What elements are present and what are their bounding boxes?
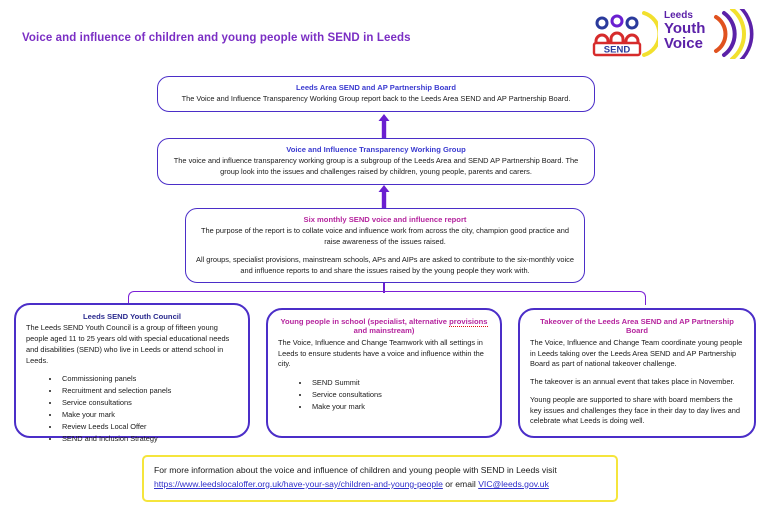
list-item: • Commissioning panels bbox=[60, 373, 238, 385]
arrow-up-icon bbox=[378, 185, 390, 209]
lyv-line-youth: Youth bbox=[664, 20, 706, 37]
lyv-line-leeds: Leeds bbox=[664, 10, 693, 21]
list-item: • SEND and Inclusion Strategy bbox=[60, 433, 238, 445]
node-six-monthly-report-body-1: The purpose of the report is to collate voice and influence work from across the city, champion good practice and raise awareness of the issues raised. bbox=[201, 226, 569, 247]
list-item: • Service consultations bbox=[310, 389, 490, 401]
footer-contact-box bbox=[142, 455, 618, 502]
arrow-up-to-board bbox=[378, 114, 390, 138]
page-title: Voice and influence of children and young people with SEND in Leeds bbox=[22, 32, 411, 44]
card-takeover-body-3: Young people are supported to share with board members the key issues and challenges they face in their day to day lives and celebrate what Leeds is doing well. bbox=[530, 394, 740, 426]
arrow-up-icon bbox=[378, 114, 390, 138]
footer-intro: For more information about the voice and influence of children and young people with SEND in Leeds visit bbox=[154, 465, 557, 475]
node-partnership-board-body: The Voice and Influence Transparency Working Group report back to the Leeds Area SEND and AP Partnership Board. bbox=[181, 94, 571, 104]
leeds-youth-voice-wordmark bbox=[664, 11, 705, 51]
card-youth-council-title: Leeds SEND Youth Council bbox=[82, 312, 182, 321]
card-youth-council-body: The Leeds SEND Youth Council is a group of fifteen young people aged 11 to 25 years old with special educational needs and disabilities (SEND) who live in Leeds or attend school in Leeds. bbox=[26, 323, 230, 365]
list-item: • SEND Summit bbox=[310, 377, 490, 389]
footer-text bbox=[154, 464, 606, 492]
node-partnership-board-title: Leeds Area SEND and AP Partnership Board bbox=[295, 83, 457, 92]
lyv-line-voice: Voice bbox=[664, 35, 703, 52]
card-takeover-title: Takeover of the Leeds Area SEND and AP Partnership Board bbox=[540, 317, 734, 336]
node-partnership-board bbox=[157, 76, 595, 112]
node-six-monthly-report-body-2: All groups, specialist provisions, mainstream schools, APs and AIPs are asked to contribute to the six-monthly voice and influence reports to and share the issues raised by the young people they work with. bbox=[196, 254, 574, 275]
send-logo bbox=[586, 9, 658, 59]
card-young-people-title-misspelled: provisions bbox=[449, 317, 488, 326]
card-young-people-title-part1: Young people in school (specialist, alternative bbox=[280, 317, 450, 326]
card-young-people-title-part2: and mainstream) bbox=[353, 326, 415, 336]
send-logo-label: SEND bbox=[603, 44, 631, 56]
list-item: • Make your mark bbox=[60, 409, 238, 421]
card-takeover bbox=[518, 308, 756, 438]
card-young-people-body: The Voice, Influence and Change Teamwork with all settings in Leeds to ensure students have a voice and influence within the city. bbox=[278, 337, 484, 369]
list-item: • Service consultations bbox=[60, 397, 238, 409]
list-item: • Make your mark bbox=[310, 401, 490, 413]
list-item: • Recruitment and selection panels bbox=[60, 385, 238, 397]
node-six-monthly-report-title: Six monthly SEND voice and influence report bbox=[303, 215, 467, 224]
card-takeover-body-2: The takeover is an annual event that takes place in November. bbox=[530, 377, 735, 387]
arrow-up-to-working-group bbox=[378, 185, 390, 209]
card-young-people-title bbox=[278, 317, 490, 336]
node-working-group bbox=[157, 138, 595, 185]
logo-strip bbox=[586, 8, 760, 60]
node-working-group-title: Voice and Influence Transparency Working Group bbox=[286, 145, 466, 154]
card-takeover-body-1: The Voice, Influence and Change Team coordinate young people in Leeds taking over the Leeds Area SEND and AP Partnership Board as part of national takeover challenge. bbox=[530, 337, 743, 369]
node-six-monthly-report bbox=[185, 208, 585, 283]
send-logo-icon bbox=[586, 9, 658, 59]
footer-middle: or email bbox=[442, 478, 479, 489]
leeds-youth-voice-logo bbox=[664, 9, 760, 59]
card-young-people-in-school bbox=[266, 308, 502, 438]
email-link[interactable]: VIC@leeds.gov.uk bbox=[478, 478, 549, 489]
card-youth-council-list bbox=[26, 373, 238, 445]
card-young-people-list bbox=[278, 377, 490, 413]
list-item: • Review Leeds Local Offer bbox=[60, 421, 238, 433]
card-leeds-send-youth-council bbox=[14, 303, 250, 444]
node-working-group-body: The voice and influence transparency working group is a subgroup of the Leeds Area and SEND AP Partnership Board. The group look into the issues and challenges raised by children, young people, parents and carers. bbox=[173, 156, 579, 177]
local-offer-link[interactable]: https://www.leedslocaloffer.org.uk/have-your-say/children-and-young-people bbox=[154, 478, 443, 489]
